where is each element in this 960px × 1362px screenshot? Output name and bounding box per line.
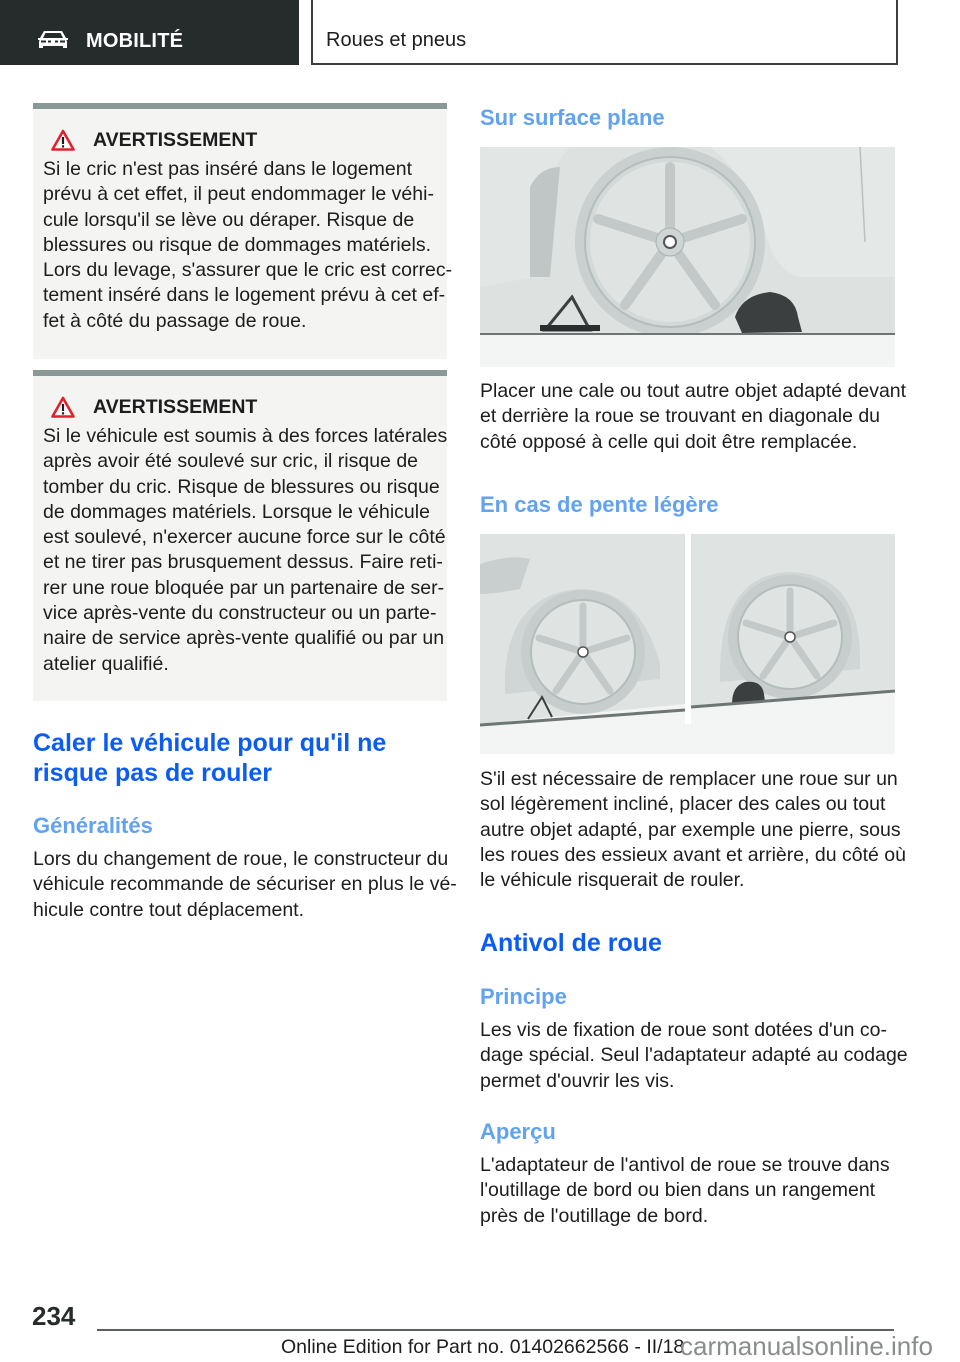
paragraph	[480, 1018, 908, 1094]
warning-box	[33, 103, 453, 359]
warning-title: AVERTISSEMENT	[93, 395, 258, 418]
text-line: prévu à cet effet, il peut endommager le véhi-	[43, 183, 434, 206]
heading-line: Caler le véhicule pour qu'il ne	[33, 729, 387, 757]
page-number: 234	[32, 1301, 76, 1331]
section-tab[interactable]	[0, 0, 299, 65]
warning-text	[43, 424, 448, 677]
text-line: près de l'outillage de bord.	[480, 1204, 709, 1227]
text-line: naire de service après-vente qualifié ou par un	[43, 627, 445, 650]
text-line: autre objet adapté, par exemple une pierre, sous	[480, 818, 901, 841]
breadcrumb-label: Roues et pneus	[326, 29, 467, 51]
subheading-flat-surface: Sur surface plane	[480, 105, 665, 130]
warning-title: AVERTISSEMENT	[93, 128, 258, 151]
figure-slight-slope	[480, 534, 895, 754]
text-line: atelier qualifié.	[43, 652, 169, 675]
text-line: Les vis de fixation de roue sont dotées d'un co-	[480, 1019, 887, 1041]
text-line: tement inséré dans le logement prévu à cet ef-	[43, 284, 446, 307]
paragraph	[480, 379, 906, 455]
text-line: permet d'ouvrir les vis.	[480, 1069, 675, 1092]
section-heading	[33, 728, 386, 788]
warning-triangle-icon	[51, 396, 75, 418]
text-line: rer une roue bloquée par un partenaire de ser-	[43, 576, 445, 599]
warning-text	[43, 157, 453, 334]
text-line: après avoir été soulevé sur cric, il risque de	[43, 450, 419, 473]
edition-info: Online Edition for Part no. 01402662566 - II/18	[281, 1336, 685, 1358]
section-heading-wheel-lock: Antivol de roue	[480, 929, 662, 957]
section-title: MOBILITÉ	[86, 30, 184, 52]
text-line: dage spécial. Seul l'adaptateur adapté au codage	[480, 1044, 908, 1067]
text-line: les roues des essieux avant et arrière, du côté où	[480, 843, 906, 866]
warning-triangle-icon	[51, 129, 75, 151]
warning-box	[33, 370, 447, 701]
text-line: fet à côté du passage de roue.	[43, 309, 307, 332]
text-line: hicule contre tout déplacement.	[33, 898, 305, 921]
text-line: Lors du levage, s'assurer que le cric est correc-	[43, 259, 453, 282]
subheading-generalites: Généralités	[33, 813, 153, 838]
text-line: Si le cric n'est pas inséré dans le logement	[43, 158, 412, 180]
subheading-overview: Aperçu	[480, 1119, 556, 1144]
paragraph	[480, 1153, 890, 1229]
text-line: Si le véhicule est soumis à des forces latérales	[43, 425, 448, 447]
watermark: carmanualsonline.info	[680, 1331, 933, 1361]
subheading-slope: En cas de pente légère	[480, 492, 719, 517]
paragraph	[480, 767, 906, 893]
illustration-wheel-jack-chock-flat	[480, 147, 895, 367]
subheading-principle: Principe	[480, 984, 567, 1009]
text-line: sol légèrement incliné, placer des cales ou tout	[480, 793, 886, 816]
text-line: véhicule recommande de sécuriser en plus le vé-	[33, 873, 457, 896]
illustration-wheels-chock-slope	[480, 534, 895, 754]
figure-flat-surface	[480, 147, 895, 367]
text-line: cule lorsqu'il se lève ou déraper. Risque de	[43, 208, 415, 231]
car-icon	[37, 30, 69, 50]
text-line: et derrière la roue se trouvant en diagonale du	[480, 405, 881, 428]
text-line: Placer une cale ou tout autre objet adapté devant	[480, 380, 907, 402]
text-line: Lors du changement de roue, le constructeur du	[33, 848, 449, 870]
text-line: S'il est nécessaire de remplacer une roue sur un	[480, 768, 898, 790]
text-line: blessures ou risque de dommages matériels.	[43, 233, 432, 256]
text-line: l'outillage de bord ou bien dans un rangement	[480, 1179, 876, 1202]
text-line: est soulevé, n'exercer aucune force sur le côté	[43, 526, 446, 549]
text-line: L'adaptateur de l'antivol de roue se trouve dans	[480, 1154, 890, 1176]
heading-line: risque pas de rouler	[33, 759, 272, 787]
paragraph	[33, 847, 457, 923]
text-line: tomber du cric. Risque de blessures ou risque	[43, 475, 440, 498]
text-line: et ne tirer pas brusquement dessus. Faire reti-	[43, 551, 443, 574]
text-line: le véhicule risquerait de rouler.	[480, 869, 745, 892]
text-line: vice après-vente du constructeur ou un parte-	[43, 602, 437, 625]
text-line: de dommages matériels. Lorsque le véhicule	[43, 500, 430, 523]
text-line: côté opposé à celle qui doit être remplacée.	[480, 430, 858, 453]
breadcrumb	[311, 0, 898, 65]
